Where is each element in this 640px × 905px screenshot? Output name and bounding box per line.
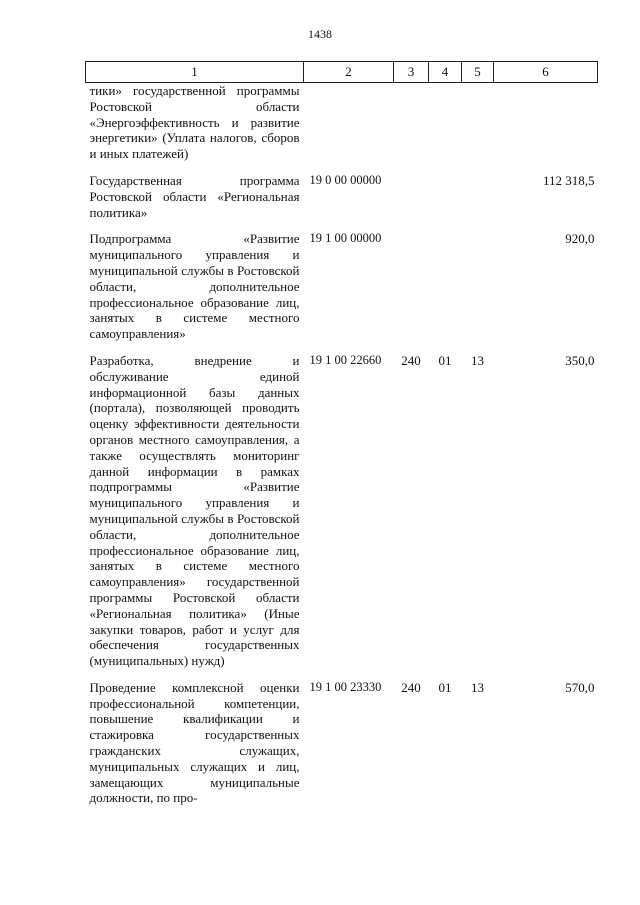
row-code: 19 0 00 00000 [309, 172, 382, 187]
row-col4 [429, 173, 462, 231]
table-header-row [86, 62, 598, 83]
header-cell-4: 4 [429, 62, 462, 83]
row-col5 [462, 173, 494, 231]
table-row [86, 173, 598, 231]
row-col3 [394, 231, 429, 353]
header-cell-3: 3 [394, 62, 429, 83]
table-row [86, 231, 598, 353]
row-col5 [462, 231, 494, 353]
row-col3 [394, 173, 429, 231]
row-col4 [429, 83, 462, 173]
row-col3: 240 [401, 352, 421, 368]
row-col4 [429, 231, 462, 353]
table-row [86, 353, 598, 680]
row-amount: 920,0 [565, 231, 595, 247]
header-cell-1: 1 [86, 62, 304, 83]
row-description: Разработка, внедрение и обслуживание единой информационной базы данных (портала), позволяющей проводить оценку эффективности деятельности органов местного самоуправления, а также осуществлять мониторинг данной информации в рамках подпрограммы «Развитие муниципального управления и муниципальной службы в Ростовской области, дополнительное профессиональное образование лиц, занятых в системе местного самоуправления» государственной программы Ростовской области «Региональная политика» (Иные закупки товаров, работ и услуг для обеспечения государственных (муниципальных) нужд) [89, 352, 300, 669]
row-col3: 240 [401, 679, 421, 695]
row-col5 [462, 83, 494, 173]
row-description: Проведение комплексной оценки профессиональной компетенции, повышение квалификации и стажировка государственных гражданских служащих, муниципальных служащих и лиц, замещающих муниципальные должности, по про- [89, 679, 300, 806]
header-cell-6: 6 [494, 62, 598, 83]
row-col5: 13 [471, 679, 484, 695]
row-amount: 570,0 [565, 679, 595, 695]
row-code: 19 1 00 23330 [309, 679, 382, 694]
row-col4: 01 [438, 679, 452, 695]
row-description: Подпрограмма «Развитие муниципального управления и муниципальной службы в Ростовской области, дополнительное профессиональное образование лиц, занятых в системе местного самоуправления» [89, 231, 300, 342]
row-col5: 13 [471, 352, 484, 368]
row-col4: 01 [438, 352, 452, 368]
row-code [304, 83, 394, 173]
row-col3 [394, 83, 429, 173]
row-code: 19 1 00 22660 [309, 352, 382, 367]
page-number: 1438 [308, 27, 332, 41]
budget-table [85, 61, 598, 817]
row-description: тики» государственной программы Ростовской области «Энергоэффективность и развитие энергетики» (Уплата налогов, сборов и иных платежей) [89, 83, 300, 162]
row-amount: 350,0 [565, 352, 595, 368]
header-cell-5: 5 [462, 62, 494, 83]
row-amount [494, 83, 598, 173]
table-row [86, 680, 598, 817]
header-cell-2: 2 [304, 62, 394, 83]
row-code: 19 1 00 00000 [309, 231, 382, 246]
row-description: Государственная программа Ростовской области «Региональная политика» [89, 172, 300, 220]
row-amount: 112 318,5 [542, 172, 595, 188]
table-row [86, 83, 598, 173]
